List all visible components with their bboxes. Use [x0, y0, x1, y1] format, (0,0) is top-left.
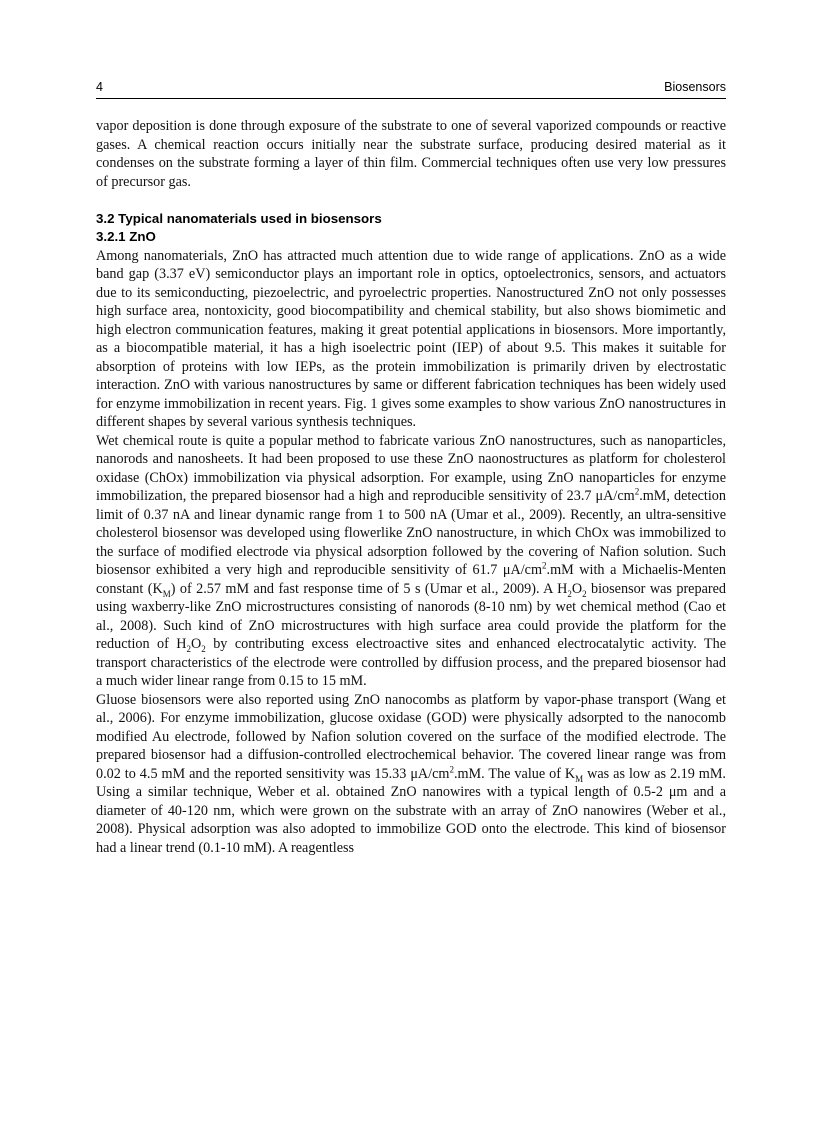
subsection-heading: 3.2.1 ZnO: [96, 229, 156, 244]
text-run: was as low as 2.19 mM. Using a similar technique, Weber et al. obtained ZnO nanowires with a typical length of 0.5-2 μm and a diameter of 40-120 nm, which were grown on the substrate with an array of ZnO nanowires (Weber et al., 2008). Physical adsorption was also adopted to immobilize GOD onto the electrode. This kind of biosensor had a linear trend (0.1-10 mM). A reagentless: [96, 765, 726, 856]
text-run: by contributing excess electroactive sites and enhanced electrocatalytic activity. The transport characteristics of the electrode were controlled by diffusion process, and the prepared biosensor had a much wider linear range from 0.15 to 15 mM.: [96, 636, 726, 689]
body-text: [96, 117, 726, 857]
paragraph-wet-chemical: [96, 432, 726, 691]
header-rule: [96, 98, 726, 99]
subscript: 2: [567, 588, 572, 599]
page-header: [96, 80, 726, 98]
text-run: O: [191, 636, 202, 652]
text-run: biosensor was prepared using waxberry-like ZnO microstructures consisting of nanorods (8-10 nm) by wet chemical method (Cao et al., 2008). Such kind of ZnO microstructures with high surface area could provide the platform for the reduction of H: [96, 580, 726, 652]
superscript: 2: [634, 486, 640, 497]
subscript: M: [162, 588, 171, 599]
section-gap: [96, 191, 726, 210]
intro-paragraph: vapor deposition is done through exposure of the substrate to one of several vaporized compounds or reactive gases. A chemical reaction occurs initially near the substrate surface, producing desired material as it condenses on the substrate forming a layer of thin film. Commercial techniques often use very low pressures of precursor gas.: [96, 118, 726, 190]
superscript: 2: [449, 763, 454, 774]
text-run: Wet chemical route is quite a popular method to fabricate various ZnO nanostructures, such as nanoparticles, nanorods and nanosheets. It had been proposed to use these ZnO naonostructures as platform for cholesterol oxidase (ChOx) immobilization via physical adsorption. For example, using ZnO nanoparticles for enzyme immobilization, the prepared biosensor had a high and reproducible sensitivity of 23.7 μA/cm: [96, 432, 726, 504]
paragraph-glucose-biosensors: [96, 691, 726, 858]
text-run: .mM with a Michaelis-Menten constant (K: [96, 562, 726, 597]
text-run: ) of 2.57 mM and fast response time of 5 s (Umar et al., 2009). A H: [170, 580, 568, 597]
subscript: M: [575, 773, 584, 784]
text-run: .mM, detection limit of 0.37 nA and linear dynamic range from 1 to 500 nA (Umar et al., 2009). Recently, an ultra-sensitive cholesterol biosensor was developed using flowerlike ZnO nanostructure, in which ChOx was immobilized to the surface of modified electrode via physical adsorption followed by the covering of Nafion solution. Such biosensor exhibited a very high and reproducible sensitivity of 61.7 μA/cm: [96, 488, 726, 578]
superscript: 2: [542, 560, 547, 571]
subscript: 2: [582, 588, 587, 599]
subscript: 2: [201, 643, 206, 654]
subscript: 2: [186, 643, 192, 654]
section-heading: 3.2 Typical nanomaterials used in biosensors: [96, 210, 382, 226]
paragraph-zno-overview: Among nanomaterials, ZnO has attracted much attention due to wide range of applications. ZnO as a wide band gap (3.37 eV) semiconductor plays an important role in optics, optoelectronics, sensors, and actuators due to its semiconducting, piezoelectric, and pyroelectric properties. Nanostructured ZnO not only possesses high surface area, nontoxicity, good biocompatibility and chemical stability, but also shows biomimetic and high electron communication features, making it great potential applications in biosensors. More importantly, as a biocompatible material, it has a high isoelectric point (IEP) of about 9.5. This makes it suitable for absorption of proteins with low IEPs, as the protein immobilization is primarily driven by electrostatic interaction. ZnO with various nanostructures by same or different fabrication techniques has been widely used for enzyme immobilization in recent years. Fig. 1 gives some examples to show various ZnO nanostructures in different shapes by several various synthesis techniques.: [96, 247, 726, 430]
text-run: .mM. The value of K: [453, 765, 576, 782]
running-title: Biosensors: [664, 80, 726, 94]
text-run: Gluose biosensors were also reported using ZnO nanocombs as platform by vapor-phase transport (Wang et al., 2006). For enzyme immobilization, glucose oxidase (GOD) were physically adsorpted to the nanocomb modified Au electrode, followed by Nafion solution covered on the surface of the modified electrode. The prepared biosensor had a diffusion-controlled electrochemical behavior. The covered linear range was from 0.02 to 4.5 mM and the reported sensitivity was 15.33 μA/cm: [96, 691, 726, 782]
text-run: O: [571, 580, 583, 597]
page-number: 4: [96, 80, 103, 94]
